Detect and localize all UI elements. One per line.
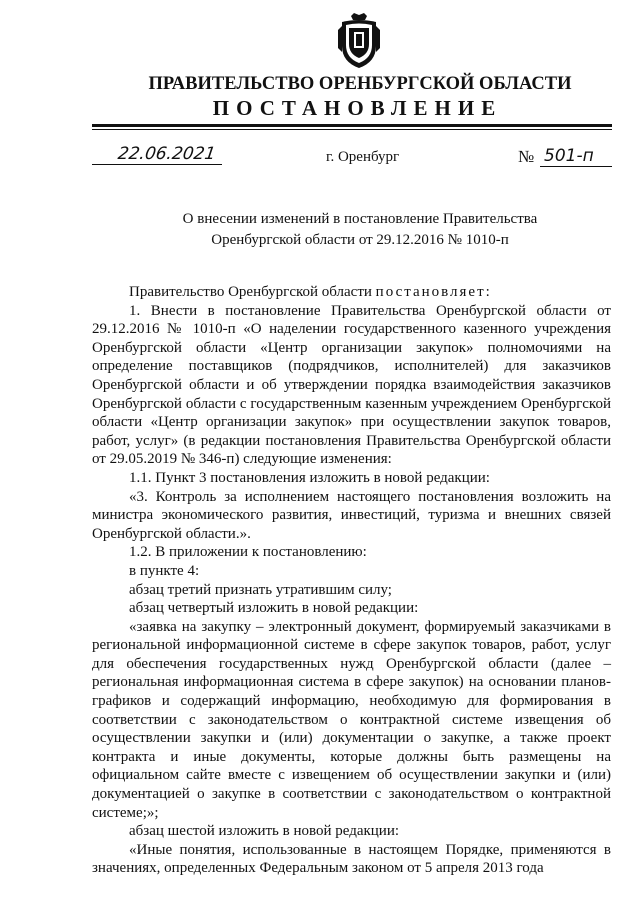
preamble-verb: постановляет: <box>375 284 492 300</box>
subject-line-1: О внесении изменений в постановление Правительства <box>182 211 538 227</box>
number-sign: № <box>518 147 535 166</box>
document-subject <box>120 209 600 251</box>
coat-of-arms-icon <box>336 12 382 70</box>
document-body <box>92 283 611 878</box>
paragraph-zayavka-quote: «заявка на закупку – электронный документ, формируемый заказчиками в региональной информационной системе в сфере закупок товаров, работ, услуг для обеспечения государственных нужд Оренбургской области (далее – региональная информационная система в сфере закупок) на основании планов-графиков и содержащий информацию, необходимую для формирования в соответствии с законодательством о контрактной системе извещения об осуществлении закупки и (или) документации о закупке, а также проект контракта и иные документы, которые должны быть размещены на официальном сайте вместе с извещением об осуществлении закупки и (или) документацией о закупке в соответствии с законодательством о контрактной системе;»; <box>92 618 611 821</box>
document-type: ПОСТАНОВЛЕНИЕ <box>212 96 503 120</box>
paragraph-abzac-6: абзац шестой изложить в новой редакции: <box>129 823 400 840</box>
government-title: ПРАВИТЕЛЬСТВО ОРЕНБУРГСКОЙ ОБЛАСТИ <box>148 74 572 94</box>
paragraph-3-quote: «3. Контроль за исполнением настоящего постановления возложить на министра экономического развития, инвестиций, туризма и внешних связей Оренбургской области.». <box>92 488 611 542</box>
paragraph-abzac-3: абзац третий признать утратившим силу; <box>129 581 392 598</box>
preamble-text: Правительство Оренбургской области <box>129 284 376 300</box>
date-underline <box>92 164 222 165</box>
paragraph-definitions-quote: «Иные понятия, использованные в настоящем Порядке, применяются в значениях, определенных Федеральным законом от 5 апреля 2013 года <box>92 841 611 877</box>
paragraph-item-4: в пункте 4: <box>129 562 200 579</box>
header-rule-thick <box>92 124 612 127</box>
document-date: 22.06.2021 <box>116 144 217 164</box>
document-number: 501-п <box>544 146 594 166</box>
preamble <box>92 283 611 302</box>
paragraph-abzac-4: абзац четвертый изложить в новой редакции: <box>129 600 419 617</box>
header-rule-thin <box>92 129 612 130</box>
number-underline <box>540 166 612 167</box>
paragraph-1: 1. Внести в постановление Правительства Оренбургской области от 29.12.2016 № 1010-п «О наделении государственного казенного учреждения Оренбургской области «Центр организации закупок» полномочиями на определение поставщиков (подрядчиков, исполнителей) для заказчиков Оренбургской области и об утверждении порядка взаимодействия заказчиков Оренбургской области с государственным казенным учреждением Оренбургской области «Центр организации закупок» при осуществлении закупок товаров, работ, услуг» (в редакции постановления Правительства Оренбургской области от 29.05.2019 № 346-п) следующие изменения: <box>92 302 611 468</box>
document-city: г. Оренбург <box>326 149 400 165</box>
subject-line-2: Оренбургской области от 29.12.2016 № 1010-п <box>211 232 509 248</box>
paragraph-1-2: 1.2. В приложении к постановлению: <box>129 544 367 561</box>
paragraph-1-1: 1.1. Пункт 3 постановления изложить в новой редакции: <box>129 469 490 486</box>
